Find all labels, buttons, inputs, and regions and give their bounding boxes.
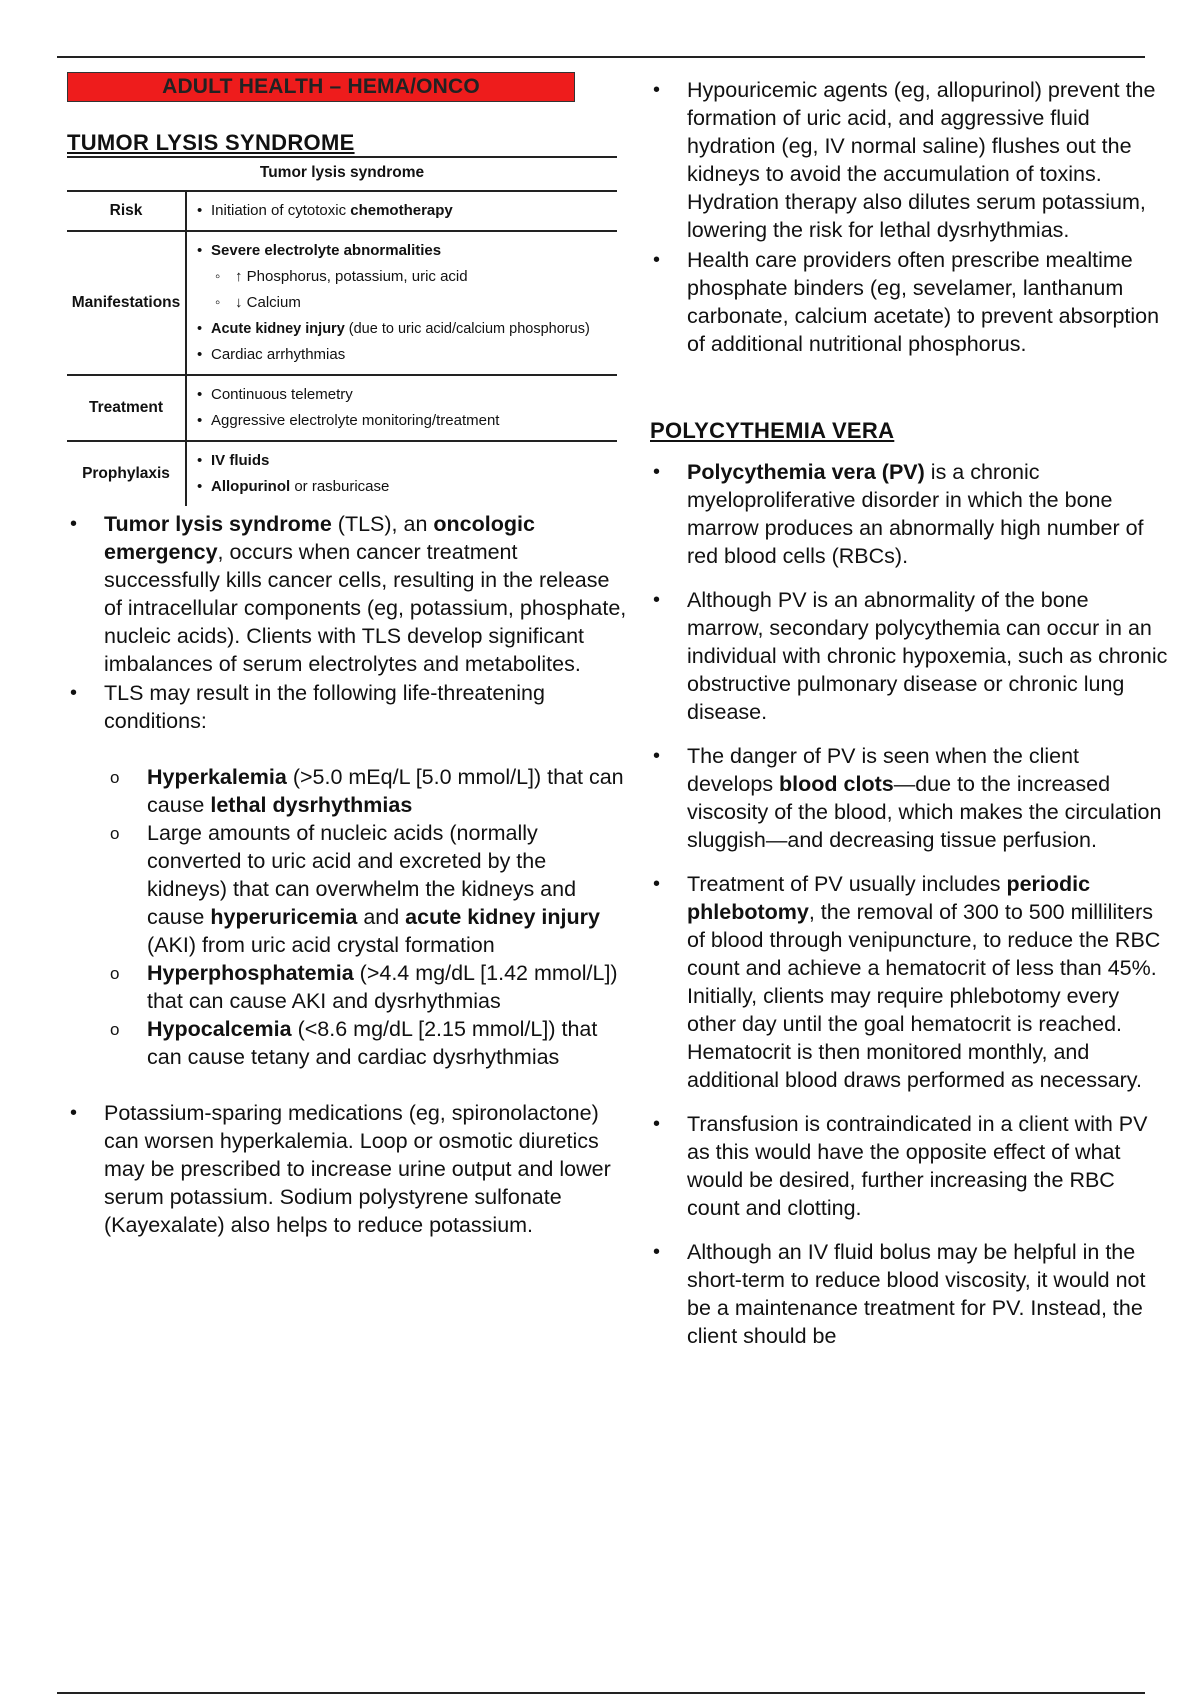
list-item: • Hypouricemic agents (eg, allopurinol) prevent the formation of uric acid, and aggressive fluid hydration (eg, IV normal saline) flushes out the kidneys to avoid the accumulation of toxins. Hydration therapy also dilutes serum potassium, lowering the risk for lethal dysrhythmias.: [650, 76, 1170, 244]
section-banner: ADULT HEALTH – HEMA/ONCO: [67, 72, 575, 102]
table-item: • Aggressive electrolyte monitoring/treatment: [195, 408, 617, 434]
list-item: • Polycythemia vera (PV) is a chronic myeloproliferative disorder in which the bone marrow produces an abnormally high number of red blood cells (RBCs).: [650, 458, 1170, 570]
table-caption: Tumor lysis syndrome: [67, 158, 617, 192]
bottom-rule: [57, 1692, 1145, 1694]
list-item: • The danger of PV is seen when the client develops blood clots—due to the increased viscosity of the blood, which makes the circulation sluggish—and decreasing tissue perfusion.: [650, 742, 1170, 854]
table-subitem: ◦ ↓ Calcium: [195, 290, 617, 316]
table-row-manifestations: [67, 232, 617, 376]
list-item: • TLS may result in the following life-threatening conditions: o Hyperkalemia (>5.0 mEq/L [5.0 mmol/L]) that can cause lethal dysrhythmias o Large amounts of nucleic acids (normally converted to uric acid and excreted by the kidneys) that can overwhelm the kidneys and cause hyperuricemia and acute kidney injury (AKI) from uric acid crystal formation o Hyperphosphatemia (>4.4 mg/dL [1.42 mmol/L]) that can cause AKI and dysrhythmias o Hypocalcemia (<8.6 mg/dL [2.15 mmol/L]) that can cause tetany and cardiac dysrhythmias: [67, 679, 627, 1071]
table-item: • Continuous telemetry: [195, 382, 617, 408]
right-column: [650, 70, 1170, 1366]
tls-bullet-list: [67, 510, 627, 1239]
list-item: o Hyperphosphatemia (>4.4 mg/dL [1.42 mmol/L]) that can cause AKI and dysrhythmias: [104, 959, 627, 1015]
table-item: • Cardiac arrhythmias: [195, 342, 617, 368]
list-item: • Tumor lysis syndrome (TLS), an oncologic emergency, occurs when cancer treatment successfully kills cancer cells, resulting in the release of intracellular components (eg, potassium, phosphate, nucleic acids). Clients with TLS develop significant imbalances of serum electrolytes and metabolites.: [67, 510, 627, 678]
list-item: • Although an IV fluid bolus may be helpful in the short-term to reduce blood viscosity, it would not be a maintenance treatment for PV. Instead, the client should be: [650, 1238, 1170, 1350]
list-item: o Hypocalcemia (<8.6 mg/dL [2.15 mmol/L]) that can cause tetany and cardiac dysrhythmias: [104, 1015, 627, 1071]
table-item: • IV fluids: [195, 448, 617, 474]
table-item: • Allopurinol or rasburicase: [195, 474, 617, 500]
table-item: • Initiation of cytotoxic chemotherapy: [195, 198, 617, 224]
tls-table: [67, 158, 617, 506]
list-item: o Large amounts of nucleic acids (normally converted to uric acid and excreted by the kidneys) that can overwhelm the kidneys and cause hyperuricemia and acute kidney injury (AKI) from uric acid crystal formation: [104, 819, 627, 959]
table-item: • Severe electrolyte abnormalities: [195, 238, 617, 264]
left-column: [67, 70, 627, 1239]
table-row-treatment: [67, 376, 617, 442]
list-item: o Hyperkalemia (>5.0 mEq/L [5.0 mmol/L]) that can cause lethal dysrhythmias: [104, 763, 627, 819]
row-label-risk: Risk: [67, 192, 187, 230]
top-rule: [57, 56, 1145, 58]
pv-heading: POLYCYTHEMIA VERA: [650, 418, 895, 443]
table-row-risk: [67, 192, 617, 232]
tls-heading: TUMOR LYSIS SYNDROME: [67, 130, 617, 158]
list-item: • Health care providers often prescribe mealtime phosphate binders (eg, sevelamer, lanthanum carbonate, calcium acetate) to prevent absorption of additional nutritional phosphorus.: [650, 246, 1170, 358]
row-label-treatment: Treatment: [67, 376, 187, 440]
list-item: • Treatment of PV usually includes periodic phlebotomy, the removal of 300 to 500 milliliters of blood through venipuncture, to reduce the RBC count and achieve a hematocrit of less than 45%. Initially, clients may require phlebotomy every other day until the goal hematocrit is reached. Hematocrit is then monitored monthly, and additional blood draws performed as necessary.: [650, 870, 1170, 1094]
row-label-prophylaxis: Prophylaxis: [67, 442, 187, 506]
list-item: • Transfusion is contraindicated in a client with PV as this would have the opposite effect of what would be desired, further increasing the RBC count and clotting.: [650, 1110, 1170, 1222]
list-item: • Although PV is an abnormality of the bone marrow, secondary polycythemia can occur in an individual with chronic hypoxemia, such as chronic obstructive pulmonary disease or chronic lung disease.: [650, 586, 1170, 726]
table-subitem: ◦ ↑ Phosphorus, potassium, uric acid: [195, 264, 617, 290]
tls-continued-list: [650, 76, 1170, 358]
pv-bullet-list: [650, 458, 1170, 1350]
table-item: • Acute kidney injury (due to uric acid/calcium phosphorus): [195, 316, 617, 342]
list-item: • Potassium-sparing medications (eg, spironolactone) can worsen hyperkalemia. Loop or osmotic diuretics may be prescribed to increase urine output and lower serum potassium. Sodium polystyrene sulfonate (Kayexalate) also helps to reduce potassium.: [67, 1099, 627, 1239]
row-label-manifestations: Manifestations: [67, 232, 187, 374]
table-row-prophylaxis: [67, 442, 617, 506]
complication-list: [67, 763, 627, 1071]
